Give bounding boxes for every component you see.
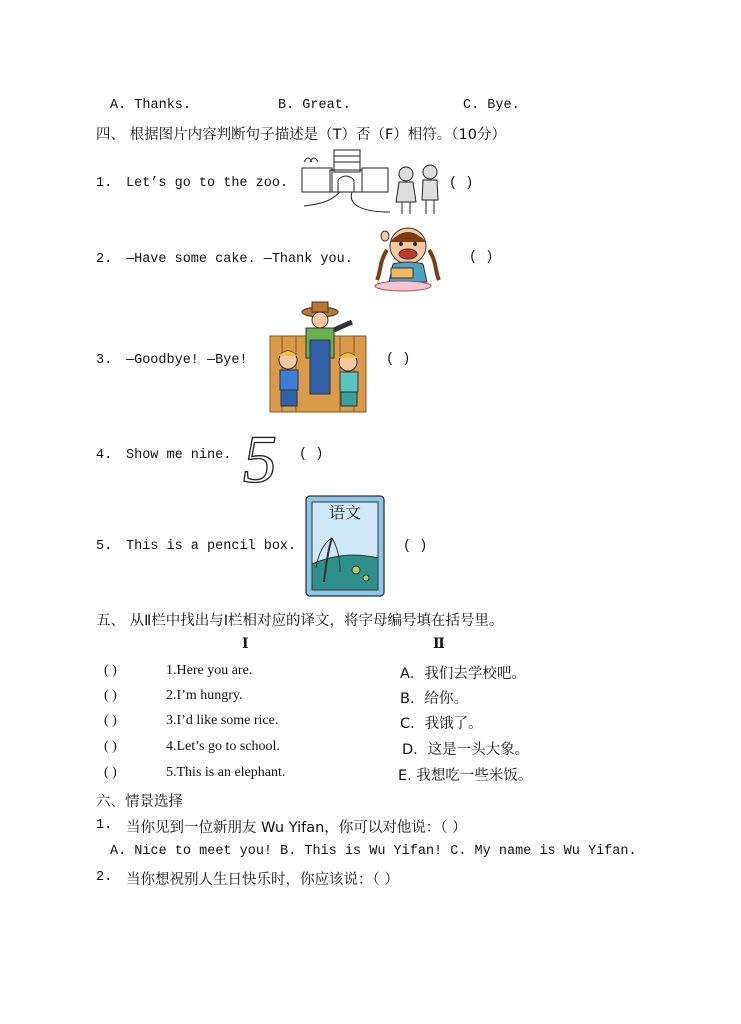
section6-title: 六、情景选择 bbox=[96, 794, 183, 810]
column-1-header: Ⅰ bbox=[242, 637, 249, 652]
option-b: B. Great. bbox=[278, 98, 351, 113]
match-blank[interactable]: ( ) bbox=[104, 765, 117, 780]
number-five-icon bbox=[236, 421, 284, 497]
match-right: B．给你。 bbox=[400, 691, 468, 707]
item2-answer-blank[interactable]: ( ) bbox=[469, 250, 494, 265]
farmer-and-kids-waving-icon bbox=[268, 300, 368, 418]
textbook-title: 语文 bbox=[328, 503, 362, 522]
q1-text: 当你见到一位新朋友 Wu Yifan，你可以对他说：（ ） bbox=[126, 820, 467, 836]
chinese-textbook-icon bbox=[304, 494, 386, 598]
item4-number: 4. bbox=[96, 448, 113, 463]
item1-number: 1. bbox=[96, 176, 113, 191]
item5-number: 5. bbox=[96, 539, 113, 554]
item3-number: 3. bbox=[96, 353, 113, 368]
item5-sentence: This is a pencil box. bbox=[126, 539, 297, 554]
match-blank[interactable]: ( ) bbox=[104, 739, 117, 754]
q1-number: 1. bbox=[96, 818, 113, 833]
item4-answer-blank[interactable]: ( ) bbox=[299, 447, 324, 462]
match-blank[interactable]: ( ) bbox=[104, 688, 117, 703]
column-2-header: Ⅱ bbox=[433, 637, 445, 652]
item3-sentence: —Goodbye! —Bye! bbox=[126, 353, 248, 368]
match-right: D．这是一头大象。 bbox=[402, 742, 530, 758]
q1-options: A. Nice to meet you! B. This is Wu Yifan! C. My name is Wu Yifan. bbox=[110, 844, 637, 859]
item2-sentence: —Have some cake. —Thank you. bbox=[126, 252, 353, 267]
number-five-text: 5 bbox=[243, 421, 277, 497]
option-a: A. Thanks. bbox=[110, 98, 192, 113]
option-c: C. Bye. bbox=[463, 98, 520, 113]
match-right: A．我们去学校吧。 bbox=[400, 666, 526, 682]
section5-title: 五、 从Ⅱ栏中找出与Ⅰ栏相对应的译文，将字母编号填在括号里。 bbox=[96, 613, 504, 629]
match-blank[interactable]: ( ) bbox=[104, 663, 117, 678]
match-blank[interactable]: ( ) bbox=[104, 713, 117, 728]
q2-text: 当你想祝别人生日快乐时，你应该说：（ ） bbox=[126, 872, 399, 888]
match-right: E. 我想吃一些米饭。 bbox=[398, 768, 533, 784]
item2-number: 2. bbox=[96, 252, 113, 267]
item1-answer-blank[interactable]: ( ) bbox=[449, 176, 474, 191]
match-left: 2.I’m hungry. bbox=[166, 688, 243, 703]
item3-answer-blank[interactable]: ( ) bbox=[386, 352, 411, 367]
match-left: 3.I’d like some rice. bbox=[166, 713, 279, 728]
match-left: 5.This is an elephant. bbox=[166, 765, 286, 780]
match-left: 1.Here you are. bbox=[166, 663, 253, 678]
item4-sentence: Show me nine. bbox=[126, 448, 232, 463]
section4-title: 四、 根据图片内容判断句子描述是（T）否（F）相符。（10分） bbox=[96, 127, 507, 143]
match-left: 4.Let’s go to school. bbox=[166, 739, 280, 754]
girl-eating-cake-icon bbox=[373, 222, 443, 296]
item5-answer-blank[interactable]: ( ) bbox=[403, 539, 428, 554]
q2-number: 2. bbox=[96, 870, 113, 885]
school-gate-children-icon bbox=[300, 146, 450, 220]
item1-sentence: Let’s go to the zoo. bbox=[126, 176, 289, 191]
match-right: C．我饿了。 bbox=[400, 716, 483, 732]
